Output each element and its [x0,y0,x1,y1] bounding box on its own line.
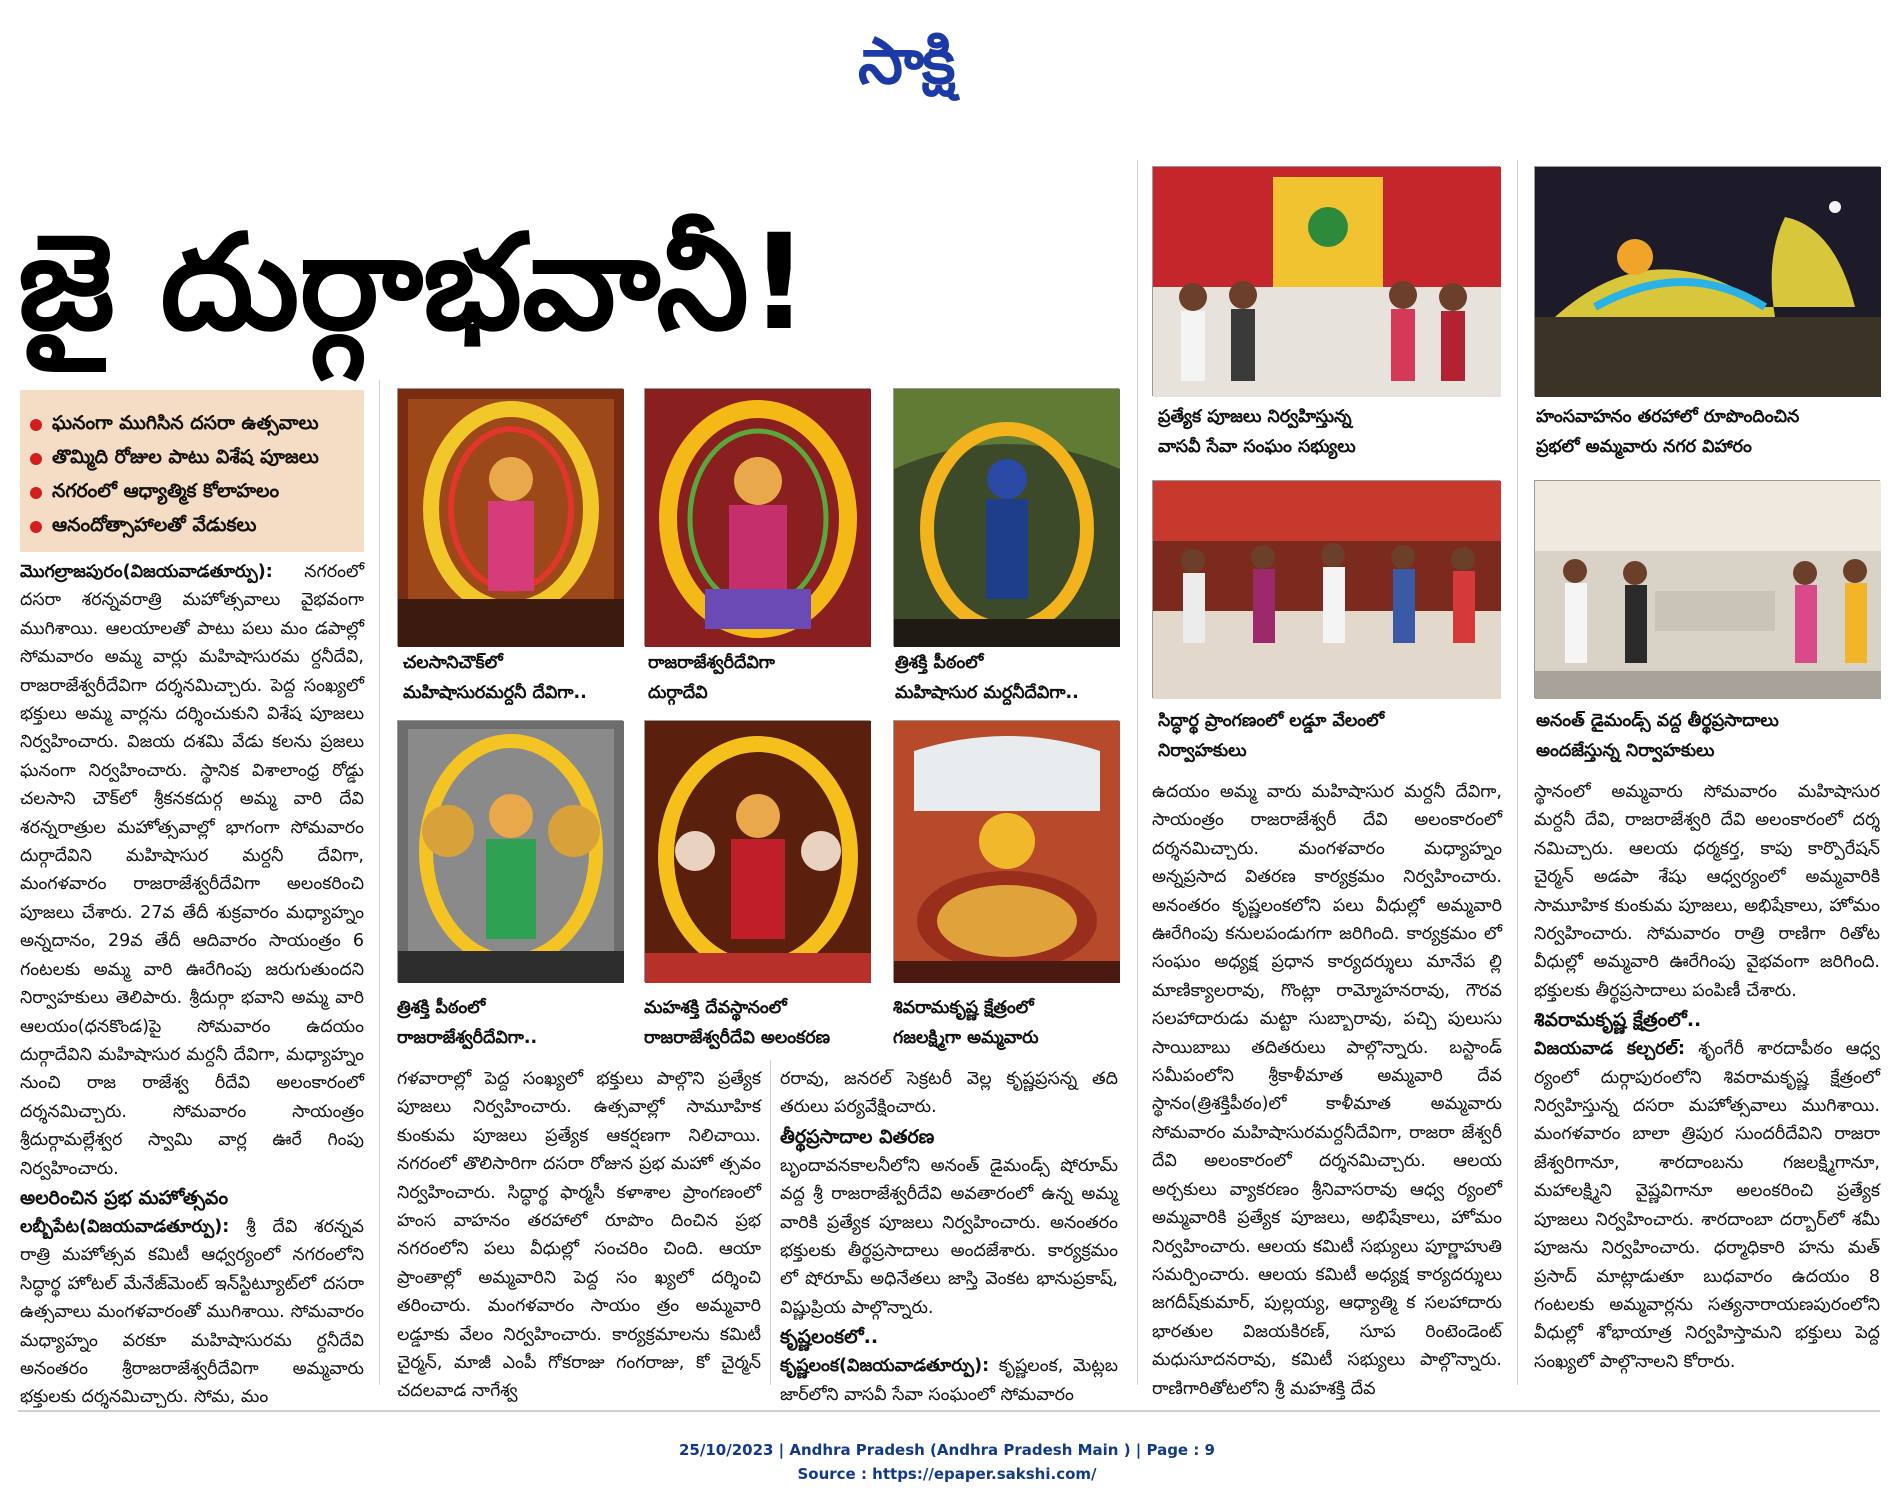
highlight-item [30,510,354,544]
subhead: అలరించిన ప్రభ మహోత్సవం [20,1186,229,1209]
caption-line: అనంత్ డైమండ్స్ వద్ద తీర్థప్రసాదాలు [1536,711,1779,731]
article-column-3 [780,1065,1118,1405]
caption-line: త్రిశక్తి పీఠంలో [895,653,984,673]
body-text: ఉదయం అమ్మ వారు మహిషాసుర మర్దనీ దేవిగా, సాయంత్రం రాజరాజేశ్వరీ దేవి అలంకారంలో దర్శనమిచ్చారు. మంగళవారం మధ్యాహ్నం అన్నప్రసాద వితరణ కార్యక్రమం నిర్వహించారు. అనంతరం కృష్ణలంకలోని పలు వీధుల్లో అమ్మవారి ఊరేగింపు కనులపండుగగా జరిగింది. కార్యక్రమం లో సంఘం అధ్యక్ష ప్రధాన కార్యదర్శులు మానేప ల్లి మాణిక్యాలరావు, గొంట్లా రామ్మోహనరావు, గౌరవ సలహాదారుడు మట్టా సుబ్బారావు, పచ్చి పులుసు సాయిబాబు తదితరులు పాల్గొన్నారు. బస్టాండ్ సమీపంలోని శ్రీకాళీమాత అమ్మవారి దేవ స్థానం(త్రిశక్తిపీఠం)లో కాళీమాత అమ్మవారు సోమవారం మహిషాసురమర్దనీదేవిగా, రాజరా జేశ్వరీ దేవి అలంకారంలో దర్శనమిచ్చారు. ఆలయ అర్చకులు వ్యాకరణం శ్రీనివాసరావు ఆధ్వ ర్యంలో అమ్మవారికి ప్రత్యేక పూజలు, అభిషేకాలు, హోమం నిర్వహించారు. ఆలయ కమిటీ సభ్యులు పూర్ణాహుతి సమర్పించారు. ఆలయ కమిటీ అధ్యక్ష కార్యదర్శులు జగదీష్‌కుమార్, పుల్లయ్య, ఆధ్యాత్మి క సలహాదారు భారతుల విజయకిరణ్, సూప రింటెండెంట్ మధుసూదనరావు, కమిటీ సభ్యులు పాల్గొన్నారు. రాణిగారితోటలోని శ్రీ మహశక్తి దేవ [1152,782,1502,1399]
highlight-item [30,408,354,442]
article-column-2 [397,1065,761,1402]
caption-mahashakti [644,993,870,1053]
subhead: కృష్ణలంకలో.. [780,1326,879,1349]
logo-text: సాక్షి [858,25,954,99]
caption-line: గజలక్ష్మిగా అమ్మవారు [893,1028,1039,1048]
caption-line: వాసవీ సేవా సంఘం సభ్యులు [1158,437,1356,457]
photo-laddu-auction [1152,480,1500,698]
photo-anant-diamonds [1534,480,1880,698]
body-text: శ్రీ దేవి శరన్నవ రాత్రి మహోత్సవ కమిటీ ఆధ్వర్యంలో నగరంలోని సిద్ధార్థ హోటల్ మేనేజ్‌మెంట్ ఇన్‌స్టిట్యూట్‌లో దసరా ఉత్సవాలు మంగళవారంతో ముగిశాయి. సోమవారం మధ్యాహ్నం వరకూ మహిషాసురమ ర్దనీదేవి అనంతరం శ్రీరాజరాజేశ్వరీదేవిగా అమ్మవారు భక్తులకు దర్శనమిచ్చారు. సోమ, మం [20,1216,364,1408]
deity-photo-trishakti [893,388,1119,646]
caption-hamsa [1536,402,1880,464]
masthead [0,0,1894,120]
bullet-icon [30,453,42,465]
caption-line: చలసానిచౌక్‌లో [403,653,503,673]
deity-photo-trishakti-rajarajeswari [397,720,623,982]
caption-line: అందజేస్తున్న నిర్వాహకులు [1536,741,1715,761]
body-text: శృంగేరీ శారదాపీఠం ఆధ్వ ర్యంలో దుర్గాపురంలోని శివరామకృష్ణ క్షేత్రంలో నిర్వహిస్తున్న దసరా మహోత్సవాలు ముగిశాయి. మంగళవారం బాలా త్రిపుర సుందరీదేవిని రాజరా జేశ్వరిగానూ, శారదాంబను గజలక్ష్మిగానూ, మహాలక్ష్మిని వైష్ణవిగానూ అలంకరించి ప్రత్యేక పూజలు నిర్వహించారు. శారదాంబా దర్బార్‌లో శమీ పూజను నిర్వహించారు. ధర్మాధికారి హను మత్ ప్రసాద్ మాట్లాడుతూ బుధవారం ఉదయం 8 గంటలకు అమ్మవార్లను సత్యనారాయణపురంలోని వీధుల్లో శోభాయాత్ర నిర్వహిస్తామని భక్తులు పెద్ద సంఖ్యలో పాల్గొనాలని కోరారు. [1534,1039,1880,1372]
dateline: లబ్బీపేట(విజయవాడతూర్పు): [20,1216,230,1237]
dateline: కృష్ణలంక(విజయవాడతూర్పు): [780,1356,990,1377]
subhead: తీర్థప్రసాదాల వితరణ [780,1125,935,1148]
bullet-icon [30,521,42,533]
deity-photo-gajalakshmi [893,720,1119,982]
caption-line: నిర్వాహకులు [1158,741,1247,761]
body-text: స్థానంలో అమ్మవారు సోమవారం మహిషాసుర మర్దనీ దేవి, రాజరాజేశ్వరి దేవి అలంకారంలో దర్శ నమిచ్చారు. ఆలయ ధర్మకర్త, కాపు కార్పొరేషన్ చైర్మన్ అడపా శేషు ఆధ్వర్యంలో అమ్మవారికి సామూహిక కుంకుమ పూజలు, అభిషేకాలు, హోమం నిర్వహించారు. సోమవారం రాత్రి రాణిగా రితోట వీధుల్లో అమ్మవారి ఊరేగింపు వైభవంగా జరిగింది. భక్తులకు తీర్థప్రసాదాలు పంపిణీ చేశారు. [1534,782,1880,1001]
caption-line: మహిషాసుర మర్దనీదేవిగా.. [895,683,1079,703]
deity-photo-chalasani [397,388,623,646]
caption-line: రాజరాజేశ్వరీదేవిగా [648,653,775,673]
caption-line: దుర్గాదేవి [648,683,708,703]
body-text: కృష్ణలంక, మెట్లబ జార్‌లోని వాసవీ సేవా సంఘంలో సోమవారం [780,1356,1118,1405]
caption-line: త్రిశక్తి పీఠంలో [397,998,486,1018]
column-divider [1137,160,1138,1385]
highlight-text: నగరంలో ఆధ్యాత్మిక కోలాహలం [52,479,280,502]
body-text: గళవారాల్లో పెద్ద సంఖ్యలో భక్తులు పాల్గొని ప్రత్యేక పూజలు నిర్వహించారు. ఉత్సవాల్లో సామూహిక కుంకుమ పూజలు ప్రత్యేక ఆకర్షణగా నిలిచాయి. నగరంలో తొలిసారిగా దసరా రోజున ప్రభ మహో త్సవం నిర్వహించారు. సిద్ధార్థ ఫార్మసీ కళాశాల ప్రాంగణంలో హంస వాహనం తరహాలో రూపొం దించిన ప్రభ నగరంలోని పలు వీధుల్లో సంచరిం చింది. ఆయా ప్రాంతాల్లో అమ్మవారిని పెద్ద సం ఖ్యలో దర్శించి తరించారు. మంగళవారం సాయం త్రం అమ్మవారి లడ్డూకు వేలం నిర్వహించారు. కార్యక్రమాలను కమిటీ చైర్మన్, మాజీ ఎంపీ గోకరాజు గంగరాజు, కో చైర్మన్ చదలవాడ నాగేశ్వ [397,1069,761,1402]
body-text: నగరంలో దసరా శరన్నవరాత్రి మహోత్సవాలు వైభవంగా ముగిశాయి. ఆలయాలతో పాటు పలు మం డపాల్లో సోమవారం అమ్మ వార్లు మహిషాసురమ ర్దనీదేవి, రాజరాజేశ్వరీదేవిగా దర్శనమిచ్చారు. పెద్ద సంఖ్యలో భక్తులు అమ్మ వార్లను దర్శించుకుని విశేష పూజలు నిర్వహించారు. విజయ దశమి వేడు కలను ప్రజలు ఘనంగా నిర్వహించారు. స్థానిక విశాలాంధ్ర రోడ్డు చలసాని చౌక్‌లో శ్రీకనకదుర్గ అమ్మ వారి దేవి శరన్నరాత్రుల మహోత్సవాల్లో భాగంగా సోమవారం దుర్గాదేవిని మహిషాసుర మర్దనీ దేవిగా, మంగళవారం రాజరాజేశ్వరీదేవిగా అలంకరించి పూజలు చేశారు. 27వ తేదీ శుక్రవారం మధ్యాహ్నం అన్నదానం, 29వ తేదీ ఆదివారం సాయంత్రం 6 గంటలకు అమ్మ వారి ఊరేగింపు జరుగుతుందని నిర్వాహకులు తెలిపారు. శ్రీదుర్గా భవాని అమ్మ వారి ఆలయం(ధనకొండ)పై సోమవారం ఉదయం దుర్గాదేవిని మహిషాసుర మర్దనీ దేవిగా, మధ్యాహ్నం నుంచి రాజ రాజేశ్వ రీదేవి అలంకారంలో దర్శనమిచ్చారు. సోమవారం సాయంత్రం శ్రీదుర్గామల్లేశ్వర స్వామి వార్ల ఊరే గింపు నిర్వహించారు. [20,562,364,1179]
deity-photo-mahashakti [644,720,870,982]
caption-line: శివరామకృష్ణ క్షేత్రంలో [893,998,1034,1018]
caption-line: ప్రత్యేక పూజలు నిర్వహిస్తున్న [1158,407,1352,427]
bullet-icon [30,487,42,499]
sakshi-logo[interactable] [858,22,1048,102]
caption-laddu [1158,706,1500,768]
highlight-text: తొమ్మిది రోజుల పాటు విశేష పూజలు [52,445,319,468]
dateline: మొగల్రాజపురం(విజయవాడతూర్పు): [20,562,273,582]
photo-vasavi-pooja [1152,166,1500,396]
caption-line: రాజరాజేశ్వరీదేవి అలంకరణ [644,1028,831,1048]
highlight-item [30,442,354,476]
article-column-4 [1152,778,1502,1399]
column-divider [1517,160,1518,1385]
page-headline: జై దుర్గాభవానీ! [18,206,810,360]
caption-line: ప్రభలో అమ్మవారు నగర విహారం [1536,437,1752,457]
caption-vasavi [1158,402,1500,464]
deity-photo-rajarajeswari [644,388,870,646]
page-bottom-rule [18,1410,1880,1412]
caption-gajalakshmi [893,993,1119,1053]
highlights-box [20,390,364,552]
column-divider [379,380,380,1385]
body-text: బృందావనకాలనీలోని అనంత్ డైమండ్స్ షోరూమ్ వద్ద శ్రీ రాజరాజేశ్వరీదేవి అవతారంలో ఉన్న అమ్మ వారికి ప్రత్యేక పూజలు నిర్వహించారు. అనంతరం భక్తులకు తీర్థప్రసాదాలు అందజేశారు. కార్యక్రమం లో షోరూమ్ అధినేతలు జాస్తి వెంకట భానుప్రకాష్, విష్ణుప్రియ పాల్గొన్నారు. [780,1155,1118,1318]
caption-line: రాజరాజేశ్వరీదేవిగా.. [397,1028,538,1048]
caption-anant [1536,706,1880,768]
body-text: రరావు, జనరల్ సెక్రటరీ వెల్ల కృష్ణప్రసన్న తది తరులు పర్యవేక్షించారు. [780,1069,1118,1118]
dateline: విజయవాడ కల్చరల్: [1534,1039,1685,1060]
column-divider [770,1060,771,1385]
highlight-item [30,476,354,510]
footer-dateline: 25/10/2023 | Andhra Pradesh (Andhra Pradesh Main ) | Page : 9 [678,1441,1215,1459]
caption-chalasani [403,648,623,708]
caption-line: మహశక్తి దేవస్థానంలో [644,998,787,1018]
bullet-icon [30,419,42,431]
article-column-5 [1534,778,1880,1380]
footer-source-link[interactable]: Source : https://epaper.sakshi.com/ [797,1465,1097,1483]
highlight-text: ఘనంగా ముగిసిన దసరా ఉత్సవాలు [52,411,319,434]
photo-hamsa-vahanam [1534,166,1880,396]
subhead: శివరామకృష్ణ క్షేత్రంలో.. [1534,1009,1702,1032]
highlight-text: ఆనందోత్సాహాలతో వేడుకలు [52,513,257,536]
caption-trishakti-rajarajeswari [397,993,623,1053]
caption-trishakti-mahishasura [895,648,1117,708]
caption-rajarajeswari [648,648,868,708]
article-column-1 [20,558,364,1408]
caption-line: మహిషాసురమర్దనీ దేవిగా.. [403,683,587,703]
caption-line: హంసవాహనం తరహాలో రూపొందించిన [1536,407,1800,427]
caption-line: సిద్ధార్థ ప్రాంగణంలో లడ్డూ వేలంలో [1158,711,1385,731]
page-footer [0,1438,1894,1486]
